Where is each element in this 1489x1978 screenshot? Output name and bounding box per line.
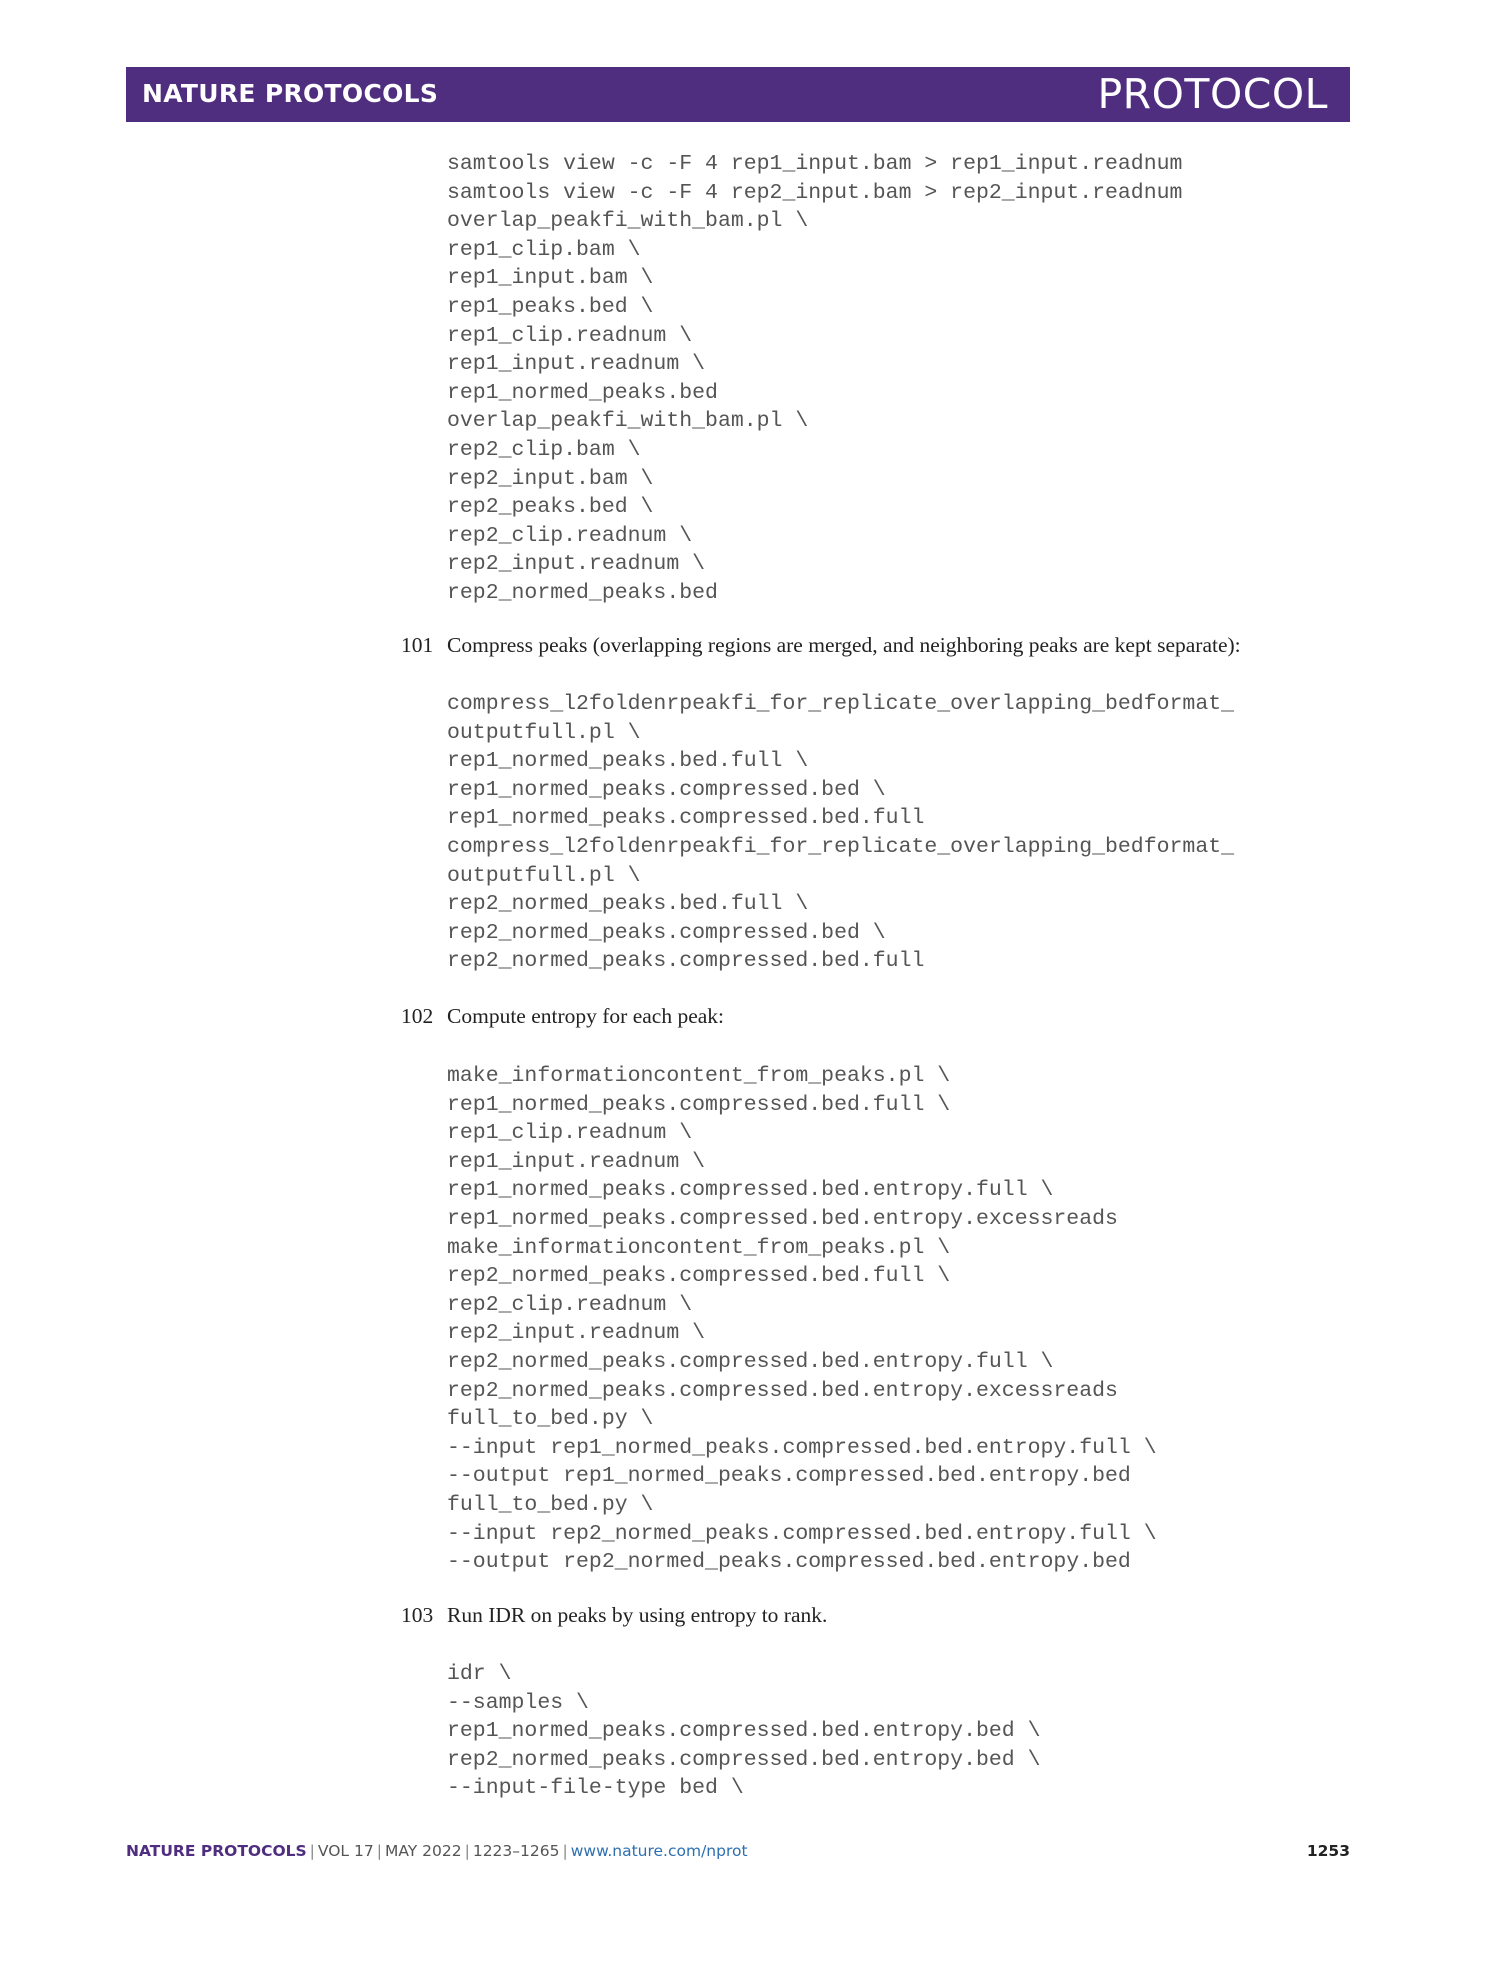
code-line: compress_l2foldenrpeakfi_for_replicate_overlapping_bedformat_ [447,834,1235,859]
code-line: rep1_clip.bam \ [447,237,641,262]
code-line: rep2_clip.readnum \ [447,1292,693,1317]
code-line: --input rep1_normed_peaks.compressed.bed.entropy.full \ [447,1435,1157,1460]
code-line: rep2_normed_peaks.compressed.bed.entropy.excessreads [447,1378,1118,1403]
code-line: compress_l2foldenrpeakfi_for_replicate_overlapping_bedformat_ [447,692,1235,716]
code-line: rep1_normed_peaks.compressed.bed.full \ [447,1092,951,1117]
code-line: rep2_input.readnum \ [447,1321,706,1346]
step-102 [401,1004,724,1029]
code-line: make_informationcontent_from_peaks.pl \ [447,1064,951,1088]
code-line: rep1_input.readnum \ [447,1149,706,1174]
code-line: full_to_bed.py \ [447,1492,654,1517]
code-line: idr \ [447,1662,512,1686]
step-101 [401,633,1241,658]
code-line: rep2_input.readnum \ [447,552,706,577]
code-line: outputfull.pl \ [447,863,641,888]
footer-volume: VOL 17 [317,1842,374,1860]
footer-url[interactable]: www.nature.com/nprot [570,1842,748,1860]
page-number: 1253 [1306,1842,1350,1860]
code-line: rep1_normed_peaks.compressed.bed \ [447,777,886,802]
code-block-2 [447,690,1234,976]
step-number: 103 [401,1603,434,1627]
code-line: rep1_normed_peaks.compressed.bed.entropy.excessreads [447,1206,1118,1231]
code-line: outputfull.pl \ [447,720,641,745]
page-footer: NATURE PROTOCOLS | VOL 17 | MAY 2022 | 1223–1265 | www.nature.com/nprot 1253 [126,1842,1350,1860]
code-line: --output rep1_normed_peaks.compressed.bed.entropy.bed [447,1464,1131,1489]
section-label: PROTOCOL [1097,70,1328,118]
code-line: --output rep2_normed_peaks.compressed.bed.entropy.bed [447,1550,1131,1575]
step-number: 102 [401,1004,434,1028]
code-line: samtools view -c -F 4 rep2_input.bam > rep2_input.readnum [447,180,1183,205]
code-block-3 [447,1062,1157,1577]
footer-date: MAY 2022 [384,1842,462,1860]
code-line: rep1_normed_peaks.compressed.bed.entropy.bed \ [447,1719,1041,1744]
code-line: rep2_normed_peaks.compressed.bed.full [447,949,925,974]
code-line: rep2_normed_peaks.bed.full \ [447,892,809,917]
code-block-1 [447,150,1182,608]
code-line: rep1_input.bam \ [447,266,654,291]
footer-journal: NATURE PROTOCOLS [126,1842,307,1860]
code-line: rep1_clip.readnum \ [447,1121,693,1146]
code-line: rep1_normed_peaks.compressed.bed.full [447,806,925,831]
code-line: rep1_normed_peaks.bed.full \ [447,749,809,774]
code-line: --input-file-type bed \ [447,1776,744,1801]
code-line: rep2_normed_peaks.compressed.bed.full \ [447,1264,951,1289]
code-line: rep2_normed_peaks.compressed.bed.entropy.full \ [447,1349,1054,1374]
code-line: full_to_bed.py \ [447,1407,654,1432]
code-line: rep2_normed_peaks.compressed.bed \ [447,920,886,945]
code-line: rep1_normed_peaks.compressed.bed.entropy.full \ [447,1178,1054,1203]
journal-name: NATURE PROTOCOLS [142,79,439,108]
code-line: samtools view -c -F 4 rep1_input.bam > rep1_input.readnum [447,152,1183,176]
header-bar [126,67,1350,122]
code-line: make_informationcontent_from_peaks.pl \ [447,1235,951,1260]
footer-pages: 1223–1265 [472,1842,560,1860]
step-103 [401,1603,827,1628]
code-line: --input rep2_normed_peaks.compressed.bed.entropy.full \ [447,1521,1157,1546]
code-line: rep2_clip.bam \ [447,437,641,462]
step-text: Run IDR on peaks by using entropy to rank. [447,1603,828,1627]
code-line: rep2_clip.readnum \ [447,523,693,548]
step-text: Compress peaks (overlapping regions are merged, and neighboring peaks are kept separate): [447,633,1241,657]
code-line: --samples \ [447,1690,589,1715]
code-line: overlap_peakfi_with_bam.pl \ [447,209,809,234]
code-line: rep1_peaks.bed \ [447,294,654,319]
code-line: rep2_normed_peaks.bed [447,580,718,605]
code-block-4 [447,1660,1041,1803]
step-number: 101 [401,633,434,657]
code-line: rep2_peaks.bed \ [447,495,654,520]
code-line: rep1_clip.readnum \ [447,323,693,348]
code-line: rep2_input.bam \ [447,466,654,491]
code-line: rep1_normed_peaks.bed [447,380,718,405]
step-text: Compute entropy for each peak: [447,1004,725,1028]
code-line: rep1_input.readnum \ [447,352,706,377]
code-line: rep2_normed_peaks.compressed.bed.entropy.bed \ [447,1747,1041,1772]
code-line: overlap_peakfi_with_bam.pl \ [447,409,809,434]
